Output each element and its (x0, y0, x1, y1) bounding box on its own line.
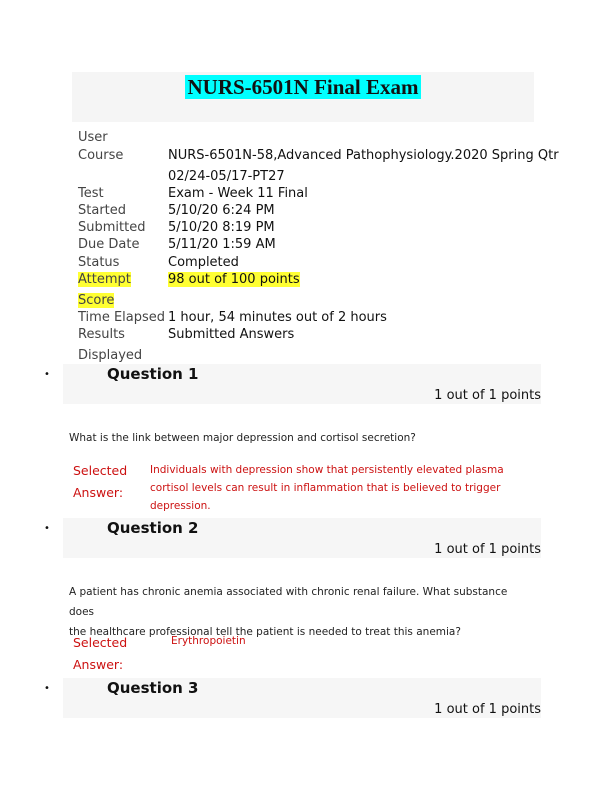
status-value: Completed (168, 255, 239, 270)
results-value: Submitted Answers (168, 327, 295, 342)
question-3-header (63, 678, 541, 718)
question-1-header (63, 364, 541, 404)
question-2-header (63, 518, 541, 558)
bullet: • (44, 523, 50, 534)
question-1-text: What is the link between major depression and cortisol secretion? (69, 432, 416, 444)
answer-line: Erythropoietin (171, 635, 246, 647)
submitted-label: Submitted (78, 220, 146, 235)
course-value-line1: NURS-6501N-58,Advanced Pathophysiology.2020 Spring Qtr (168, 148, 559, 163)
question-1-selected-label (73, 460, 127, 504)
course-value-line2: 02/24-05/17-PT27 (168, 169, 285, 184)
title-band (72, 72, 534, 122)
score-label: Score (78, 293, 115, 308)
question-3-points: 1 out of 1 points (434, 702, 541, 717)
question-text-line: A patient has chronic anemia associated with chronic renal failure. What substance does (69, 586, 508, 618)
due-date-value: 5/11/20 1:59 AM (168, 237, 276, 252)
started-value: 5/10/20 6:24 PM (168, 203, 275, 218)
answer-label: Answer: (73, 485, 124, 500)
question-2-points: 1 out of 1 points (434, 542, 541, 557)
question-2-selected-label (73, 632, 127, 676)
question-2-text (69, 582, 519, 642)
status-label: Status (78, 255, 120, 270)
attempt-label: Attempt (78, 272, 131, 287)
time-elapsed-value: 1 hour, 54 minutes out of 2 hours (168, 310, 387, 325)
bullet: • (44, 683, 50, 694)
course-label: Course (78, 148, 124, 163)
question-1-title: Question 1 (107, 365, 199, 383)
due-date-label: Due Date (78, 237, 140, 252)
question-2-title: Question 2 (107, 519, 199, 537)
question-1-selected-answer (150, 461, 504, 515)
test-label: Test (78, 186, 104, 201)
answer-label: Answer: (73, 657, 124, 672)
bullet: • (44, 369, 50, 380)
time-elapsed-label: Time Elapsed (78, 310, 166, 325)
attempt-score-value: 98 out of 100 points (168, 272, 300, 287)
results-label: Results (78, 327, 125, 342)
test-value: Exam - Week 11 Final (168, 186, 308, 201)
question-3-title: Question 3 (107, 679, 199, 697)
page-title: NURS-6501N Final Exam (187, 75, 419, 99)
question-1-points: 1 out of 1 points (434, 388, 541, 403)
answer-line: Individuals with depression show that persistently elevated plasma (150, 464, 504, 476)
question-2-selected-answer (171, 632, 246, 650)
selected-label: Selected (73, 635, 128, 650)
submitted-value: 5/10/20 8:19 PM (168, 220, 275, 235)
selected-label: Selected (73, 463, 128, 478)
started-label: Started (78, 203, 127, 218)
answer-line: cortisol levels can result in inflammation that is believed to trigger (150, 482, 501, 494)
answer-line: depression. (150, 500, 211, 512)
user-label: User (78, 130, 108, 145)
displayed-label: Displayed (78, 348, 143, 363)
question-text-line: the healthcare professional tell the patient is needed to treat this anemia? (69, 626, 461, 638)
